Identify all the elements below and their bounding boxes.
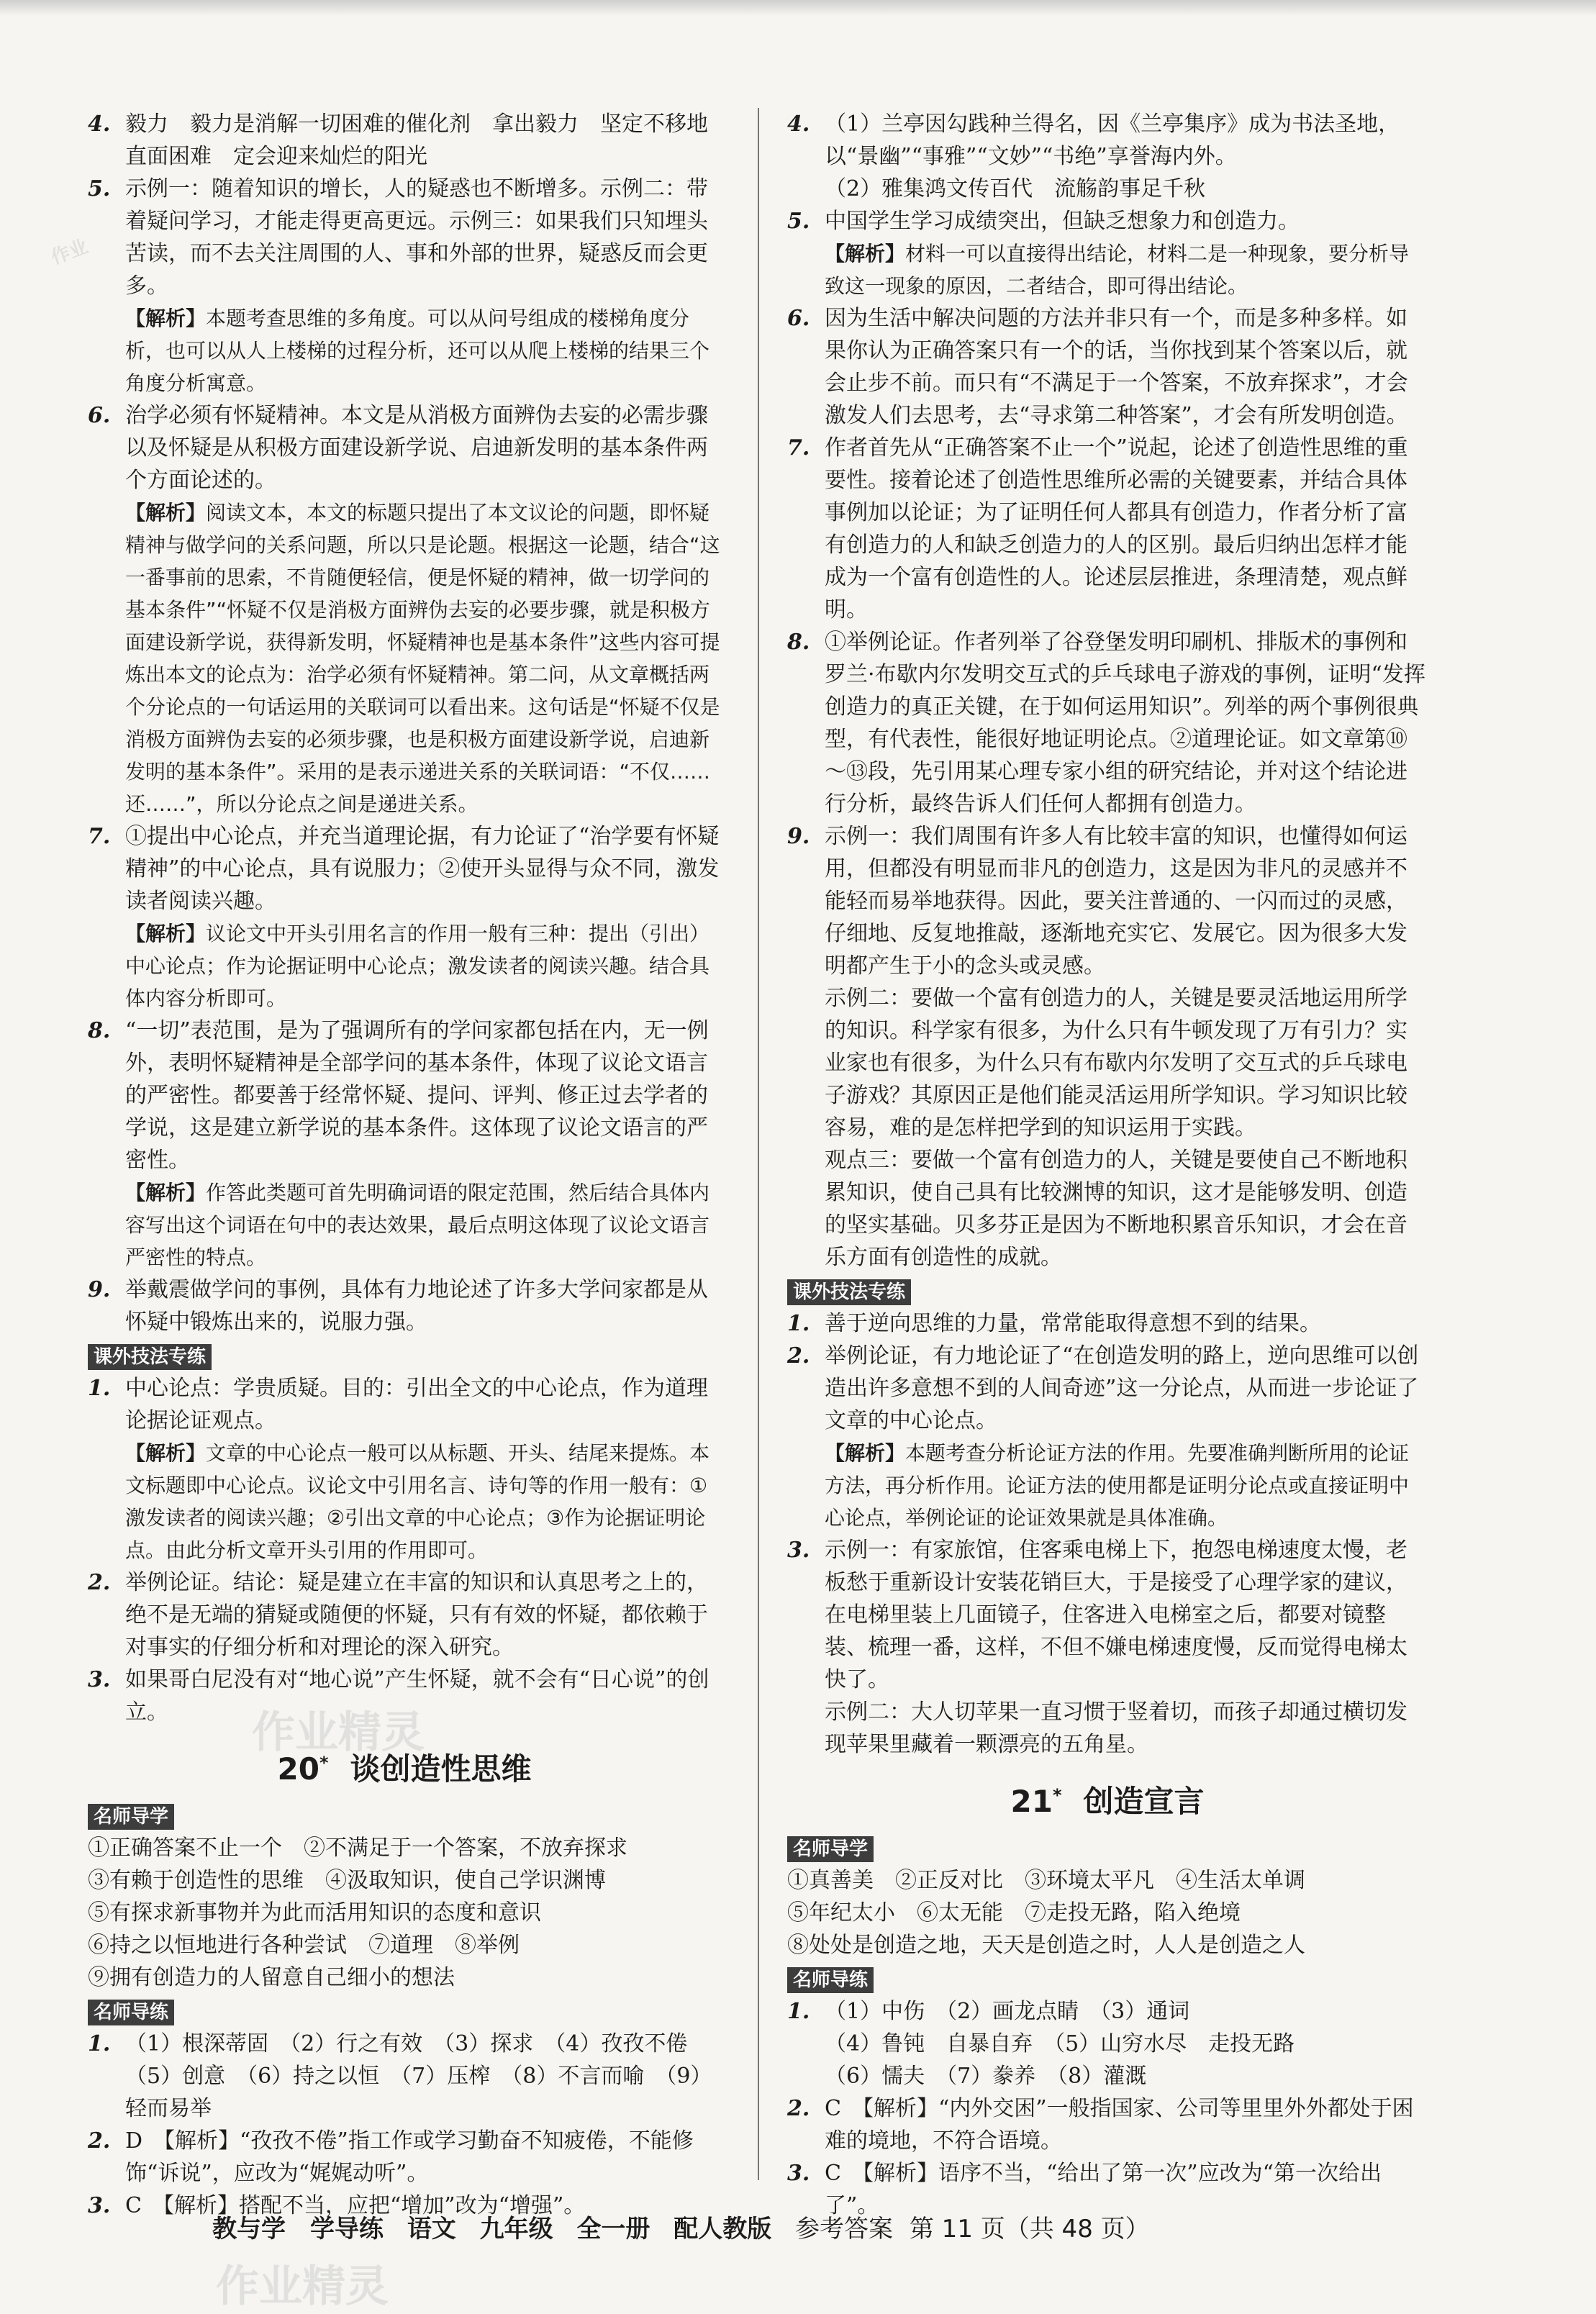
guide-line: ⑤有探求新事物并为此而活用知识的态度和意识 [88,1900,541,1925]
analysis-note [88,302,721,399]
item-text: 因为生活中解决问题的方法并非只有一个，而是多种多样。如果你认为正确答案只有一个的话，当你找到某个答案以后，就会止步不前。而只有“不满足于一个答案，不放弃探求”，才会激发人们去思考，去“寻求第二种答案”，才会有所发明创造。 [825,306,1408,428]
answer-item [787,432,1428,626]
section-heading: 名师导练 [88,2000,174,2025]
item-text: （1）中伤 （2）画龙点睛 （3）通词 [825,1999,1190,2024]
answer-item [787,1534,1428,1696]
item-text: 治学必须有怀疑精神。本文是从消极方面辨伪去妄的必需步骤以及怀疑是从积极方面建设新学说、启迪新发明的基本条件两个方面论述的。 [125,403,708,493]
analysis-note [88,917,721,1015]
item-number: 2. [88,2128,111,2154]
section-heading: 名师导练 [787,1967,874,1993]
analysis-note [787,1437,1428,1534]
footer-grade: 九年级 [479,2215,553,2243]
lesson-title-text: 谈创造性思维 [350,1751,532,1787]
answer-item [88,1015,721,1176]
left-column [88,108,721,2222]
item-text: C 【解析】语序不当，“给出了第一次”应改为“第一次给出了”。 [825,2161,1382,2218]
answer-paragraph: 观点三：要做一个富有创造力的人，关键是要使自己不断地积累知识，使自己具有比较渊博的知识，这才是能够发明、创造的坚实基础。贝多芬正是因为不断地积累音乐知识，才会在音乐方面有创造性的成就。 [825,1148,1407,1270]
item-number: 8. [787,630,810,655]
item-number: 9. [787,824,810,849]
item-text: 举例论证，有力地论证了“在创造发明的路上，逆向思维可以创造出许多意想不到的人间奇迹”这一分论点，从而进一步论证了文章的中心论点。 [825,1343,1419,1433]
item-text: ①举例论证。作者列举了谷登堡发明印刷机、排版术的事例和罗兰·布歇内尔发明交互式的乒乓球电子游戏的事例，证明“发挥创造力的真正关键，在于如何运用知识”。列举的两个事例很典型，有代表性，能很好地证明论点。②道理论证。如文章第⑩～⑬段，先引用某心理专家小组的研究结论，并对这个结论进行分析，最终告诉人们任何人都拥有创造力。 [825,630,1425,817]
lesson-title [787,1774,1428,1823]
answer-item [787,302,1428,432]
analysis-note [88,496,721,820]
item-text: 举戴震做学问的事例，具体有力地论述了许多大学问家都是从怀疑中锻炼出来的，说服力强。 [125,1277,708,1335]
answer-item [787,205,1428,237]
section-heading: 课外技法专练 [88,1344,212,1370]
item-text: 毅力 毅力是消解一切困难的催化剂 拿出毅力 坚定不移地直面困难 定会迎来灿烂的阳光 [125,112,708,169]
guide-line: ③有赖于创造性的思维 ④汲取知识，使自己学识渊博 [88,1868,606,1893]
item-number: 4. [787,112,810,137]
item-number: 2. [787,1343,810,1369]
item-number: 1. [88,2031,111,2056]
answer-paragraph: 示例二：大人切苹果一直习惯于竖着切，而孩子却通过横切发现苹果里藏着一颗漂亮的五角星。 [825,1700,1407,1757]
footer-subject: 语文 [407,2215,456,2243]
section-heading-row [88,1994,721,2028]
item-text: “一切”表范围，是为了强调所有的学问家都包括在内，无一例外，表明怀疑精神是全部学问的基本条件，体现了议论文语言的严密性。都要善于经常怀疑、提问、评判、修正过去学者的学说，这是建立新学说的基本条件。这体现了议论文语言的严密性。 [125,1018,709,1173]
analysis-note [88,1176,721,1274]
answer-paragraph: 示例二：要做一个富有创造力的人，关键是要灵活地运用所学的知识。科学家有很多，为什么只有牛顿发现了万有引力？实业家也有很多，为什么只有布歇内尔发明了交互式的乒乓球电子游戏？其原因正是他们能灵活运用所学知识。学习知识比较容易，难的是怎样把学到的知识运用于实践。 [825,986,1407,1140]
watermark-top-left: 作业 [48,235,91,269]
right-column [787,108,1428,2222]
answer-paragraph: （6）懦夫 （7）豢养 （8）灌溉 [825,2064,1147,2089]
item-text: 如果哥白尼没有对“地心说”产生怀疑，就不会有“日心说”的创立。 [125,1667,709,1725]
answer-item [787,108,1428,173]
analysis-text: 本题考查思维的多角度。可以从问号组成的楼梯角度分析，也可以从人上楼梯的过程分析，还可以从爬上楼梯的结果三个角度分析寓意。 [125,307,710,395]
lesson-star-mark: * [319,1753,329,1773]
item-number: 5. [787,209,810,234]
answer-paragraph: （2）雅集鸿文传百代 流觞韵事足千秋 [825,176,1206,201]
item-text: 中国学生学习成绩突出，但缺乏想象力和创造力。 [825,209,1300,234]
answer-item [88,2028,721,2125]
item-number: 3. [88,2193,111,2218]
item-number: 3. [787,2161,810,2186]
answer-item [88,1566,721,1664]
item-number: 3. [787,1538,810,1563]
item-text: C 【解析】搭配不当，应把“增加”改为“增强”。 [125,2193,586,2218]
section-heading-row [787,1961,1428,1995]
guide-line: ⑧处处是创造之地，天天是创造之时，人人是创造之人 [787,1933,1305,1958]
footer-brand: 教与学 学导练 [212,2215,384,2243]
watermark-bottom-left: 作业精灵 [216,2261,389,2312]
answer-item [88,2125,721,2190]
top-edge-shadow [0,0,1596,16]
guide-line: ⑤年纪太小 ⑥太无能 ⑦走投无路，陷入绝境 [787,1900,1241,1925]
section-heading-row [88,1338,721,1372]
analysis-tag: 【解析】 [125,1441,207,1465]
item-text: 中心论点：学贵质疑。目的：引出全文的中心论点，作为道理论据论证观点。 [125,1376,708,1433]
footer-page-number: 第 11 页（共 48 页） [909,2215,1150,2243]
section-heading: 名师导学 [88,1804,174,1830]
item-number: 3. [88,1667,111,1692]
item-text: 示例一：我们周围有许多人有比较丰富的知识，也懂得如何运用，但都没有明显而非凡的创造力，这是因为非凡的灵感并不能轻而易举地获得。因此，要关注普通的、一闪而过的灵感，仔细地、反复地推敲，逐渐地充实它、发展它。因为很多大发明都产生于小的念头或灵感。 [825,824,1407,979]
analysis-tag: 【解析】 [825,242,906,266]
answer-paragraph: （4）鲁钝 自暴自弃 （5）山穷水尽 走投无路 [825,2031,1295,2056]
item-number: 6. [88,403,111,428]
item-text: 善于逆向思维的力量，常常能取得意想不到的结果。 [825,1311,1321,1336]
lesson-number: 20 [277,1751,319,1787]
answer-item [787,1307,1428,1340]
item-text: 举例论证。结论：疑是建立在丰富的知识和认真思考之上的，绝不是无端的猜疑或随便的怀疑，只有有效的怀疑，都依赖于对事实的仔细分析和对理论的深入研究。 [125,1570,708,1660]
answer-item [787,1340,1428,1437]
item-number: 5. [88,176,111,201]
section-heading-row [88,1798,721,1832]
answer-item [88,173,721,302]
guide-line: ①真善美 ②正反对比 ③环境太平凡 ④生活太单调 [787,1868,1305,1893]
item-text: D 【解析】“孜孜不倦”指工作或学习勤奋不知疲倦，不能修饰“诉说”，应改为“娓娓动听”。 [125,2128,694,2186]
guide-line: ⑥持之以恒地进行各种尝试 ⑦道理 ⑧举例 [88,1933,520,1958]
answer-item [88,1664,721,1728]
item-text: 作者首先从“正确答案不止一个”说起，论述了创造性思维的重要性。接着论述了创造性思维所必需的关键要素，并结合具体事例加以论证；为了证明任何人都具有创造力，作者分析了富有创造力的人和缺乏创造力的人的区别。最后归纳出怎样才能成为一个富有创造性的人。论述层层推进，条理清楚，观点鲜明。 [825,435,1408,622]
item-number: 9. [88,1277,111,1302]
answer-item [787,1995,1428,2028]
item-number: 1. [787,1311,810,1336]
item-number: 7. [787,435,810,460]
footer-edition: 配人教版 [674,2215,772,2243]
lesson-number: 21 [1010,1784,1053,1819]
analysis-text: 文章的中心论点一般可以从标题、开头、结尾来提炼。本文标题即中心论点。议论文中引用名言、诗句等的作用一般有：①激发读者的阅读兴趣；②引出文章的中心论点；③作为论据证明论点。由此分析文章开头引用的作用即可。 [125,1441,710,1562]
lesson-title-text: 创造宣言 [1083,1784,1205,1819]
page-footer [212,2209,1159,2244]
item-number: 2. [88,1570,111,1595]
analysis-tag: 【解析】 [125,307,207,330]
item-text: （1）兰亭因勾践种兰得名，因《兰亭集序》成为书法圣地，以“景幽”“事雅”“文妙”“书绝”享誉海内外。 [825,112,1400,169]
item-text: （1）根深蒂固 （2）行之有效 （3）探求 （4）孜孜不倦 （5）创意 （6）持之以恒 （7）压榨 （8）不言而喻 （9）轻而易举 [125,2031,712,2121]
analysis-text: 作答此类题可首先明确词语的限定范围，然后结合具体内容写出这个词语在句中的表达效果，最后点明这体现了议论文语言严密性的特点。 [125,1181,710,1269]
footer-label: 参考答案 [795,2215,894,2243]
answer-item [787,626,1428,820]
item-number: 6. [787,306,810,331]
answer-item [787,820,1428,982]
item-number: 7. [88,824,111,849]
item-text: ①提出中心论点，并充当道理论据，有力论证了“治学要有怀疑精神”的中心论点，具有说服力；②使开头显得与众不同，激发读者阅读兴趣。 [125,824,720,914]
answer-item [88,820,721,917]
analysis-text: 议论文中开头引用名言的作用一般有三种：提出（引出）中心论点；作为论据证明中心论点；激发读者的阅读兴趣。结合具体内容分析即可。 [125,922,710,1010]
analysis-tag: 【解析】 [825,1441,906,1465]
analysis-tag: 【解析】 [125,501,207,525]
item-number: 2. [787,2096,810,2121]
item-number: 1. [787,1999,810,2024]
item-text: 示例一：有家旅馆，住客乘电梯上下，抱怨电梯速度太慢，老板愁于重新设计安装花销巨大，于是接受了心理学家的建议，在电梯里装上几面镜子，住客进入电梯室之后，都要对镜整装、梳理一番，这样，不但不嫌电梯速度慢，反而觉得电梯太快了。 [825,1538,1407,1692]
guide-line: ①正确答案不止一个 ②不满足于一个答案，不放弃探求 [88,1836,627,1861]
analysis-text: 材料一可以直接得出结论，材料二是一种现象，要分析导致这一现象的原因，二者结合，即可得出结论。 [825,242,1410,298]
section-heading-row [787,1274,1428,1307]
answer-item [88,1274,721,1338]
item-number: 4. [88,112,111,137]
analysis-tag: 【解析】 [125,922,207,945]
item-text: C 【解析】“内外交困”一般指国家、公司等里里外外都处于困难的境地，不符合语境。 [825,2096,1414,2154]
answer-item [88,108,721,173]
footer-volume: 全一册 [576,2215,650,2243]
guide-line: ⑨拥有创造力的人留意自己细小的想法 [88,1965,455,1990]
watermark-mid-left: 作业精灵 [252,1707,425,1758]
item-number: 8. [88,1018,111,1043]
lesson-star-mark: * [1052,1785,1062,1805]
analysis-tag: 【解析】 [125,1181,207,1204]
answer-item [88,399,721,496]
analysis-note [787,237,1428,302]
lesson-title [88,1741,721,1791]
section-heading-row [787,1830,1428,1864]
answer-item [88,1372,721,1437]
section-heading: 课外技法专练 [787,1279,911,1305]
item-number: 1. [88,1376,111,1401]
analysis-text: 阅读文本，本文的标题只提出了本文议论的问题，即怀疑精神与做学问的关系问题，所以只是论题。根据这一论题，结合“这一番事前的思索，不肯随便轻信，便是怀疑的精神，做一切学问的基本条件”“怀疑不仅是消极方面辨伪去妄的必要步骤，就是积极方面建设新学说，获得新发明，怀疑精神也是基本条件”这些内容可提炼出本文的论点为：治学必须有怀疑精神。第二问，从文章概括两个分论点的一句话运用的关联词可以看出来。这句话是“怀疑不仅是消极方面辨伪去妄的必须步骤，也是积极方面建设新学说，启迪新发明的基本条件”。采用的是表示递进关系的关联词语：“不仅……还……”，所以分论点之间是递进关系。 [125,501,720,816]
section-heading: 名师导学 [787,1836,874,1862]
item-text: 示例一：随着知识的增长，人的疑惑也不断增多。示例二：带着疑问学习，才能走得更高更远。示例三：如果我们只知埋头苦读，而不去关注周围的人、事和外部的世界，疑惑反而会更多。 [125,176,708,299]
answer-item [787,2092,1428,2157]
analysis-note [88,1437,721,1566]
analysis-text: 本题考查分析论证方法的作用。先要准确判断所用的论证方法，再分析作用。论证方法的使用都是证明分论点或直接证明中心论点，举例论证的论证效果就是具体准确。 [825,1441,1410,1530]
column-divider [758,108,759,2180]
